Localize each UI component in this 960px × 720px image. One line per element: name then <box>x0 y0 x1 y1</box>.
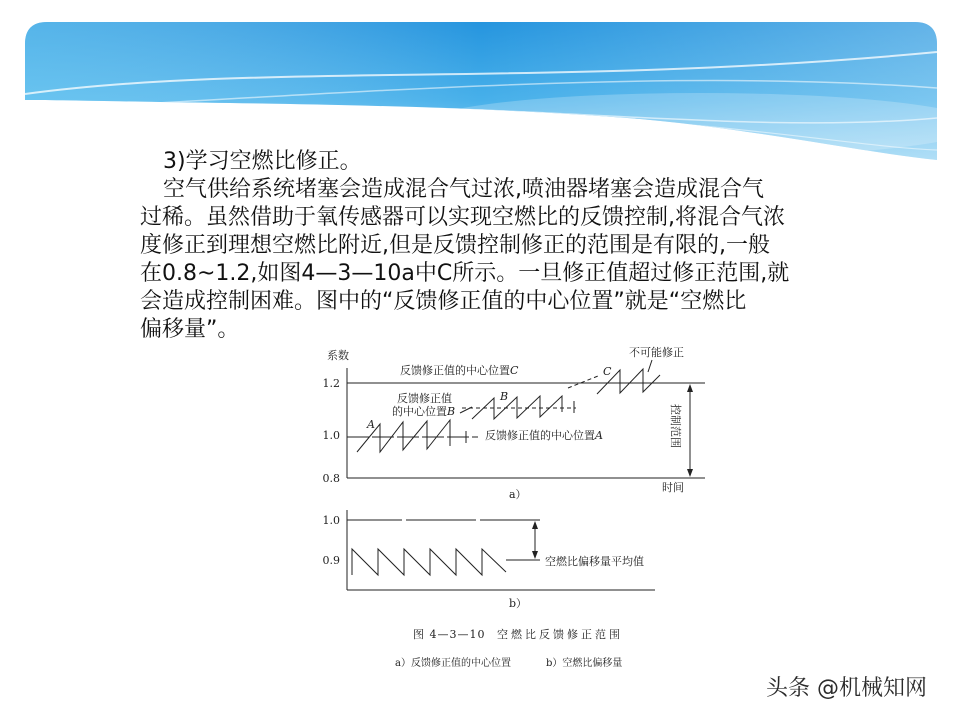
center-c-label <box>400 363 519 377</box>
center-b-label-line2 <box>392 404 455 418</box>
arrow-head-up <box>532 521 538 529</box>
arrow-head-down <box>687 469 693 477</box>
not-correctable-leader <box>648 360 652 372</box>
x-axis-label: 时间 <box>662 481 684 494</box>
arrow-head-up <box>687 384 693 392</box>
body-text <box>140 148 840 344</box>
section-heading: 3)学习空燃比修正。 <box>163 149 362 174</box>
paragraph-line: 空气供给系统堵塞会造成混合气过浓,喷油器堵塞会造成混合气 <box>163 177 764 202</box>
paragraph-line: 过稀。虽然借助于氧传感器可以实现空燃比的反馈控制,将混合气浓 <box>140 205 785 230</box>
tick-label: 0.9 <box>322 554 340 567</box>
panel-a-label: a） <box>509 488 527 501</box>
sawtooth-offset <box>352 549 506 575</box>
figure-subcaption-b: b）空燃比偏移量 <box>546 658 623 669</box>
center-b-label-line1: 反馈修正值 <box>397 392 452 405</box>
control-range-label: 控制范围 <box>669 404 682 448</box>
tick-label: 0.8 <box>322 472 340 485</box>
figure-title: 空燃比反馈修正范围 <box>497 628 623 641</box>
not-correctable-label: 不可能修正 <box>629 346 684 359</box>
figure-panel-b <box>323 510 656 610</box>
figure-caption <box>395 627 623 669</box>
center-a-label <box>485 428 603 442</box>
tick-label: 1.2 <box>322 377 340 390</box>
arrow-head-down <box>532 551 538 559</box>
wave-letter-a: A <box>367 418 375 431</box>
center-c-letter: C <box>510 364 519 377</box>
paragraph-line: 度修正到理想空燃比附近,但是反馈控制修正的范围是有限的,一般 <box>140 233 770 258</box>
center-a-label-text: 反馈修正值的中心位置 <box>485 429 595 442</box>
paragraph-line: 在0.8~1.2,如图4—3—10a中C所示。一旦修正值超过修正范围,就 <box>140 261 790 286</box>
figure-number: 图 4—3—10 <box>413 628 486 641</box>
figure-subcaption-a: a）反馈修正值的中心位置 <box>395 658 511 669</box>
y-axis-label: 系数 <box>327 349 349 362</box>
center-line-c <box>568 376 598 388</box>
center-a-letter: A <box>595 429 603 442</box>
panel-b-label: b） <box>509 597 528 610</box>
mean-offset-label: 空燃比偏移量平均值 <box>545 555 644 568</box>
tick-label: 1.0 <box>322 514 340 527</box>
tick-label: 1.0 <box>322 429 340 442</box>
paragraph-line: 偏移量”。 <box>140 317 240 342</box>
wave-letter-b: B <box>500 390 509 403</box>
wave-letter-c: C <box>603 365 612 378</box>
figure-panel-a <box>323 345 706 501</box>
watermark: 头条 @机械知网 <box>766 676 927 701</box>
center-b-letter: B <box>447 405 456 418</box>
center-b-label-text: 的中心位置 <box>392 405 447 418</box>
center-c-label-text: 反馈修正值的中心位置 <box>400 364 510 377</box>
paragraph-line: 会造成控制困难。图中的“反馈修正值的中心位置”就是“空燃比 <box>140 289 747 314</box>
